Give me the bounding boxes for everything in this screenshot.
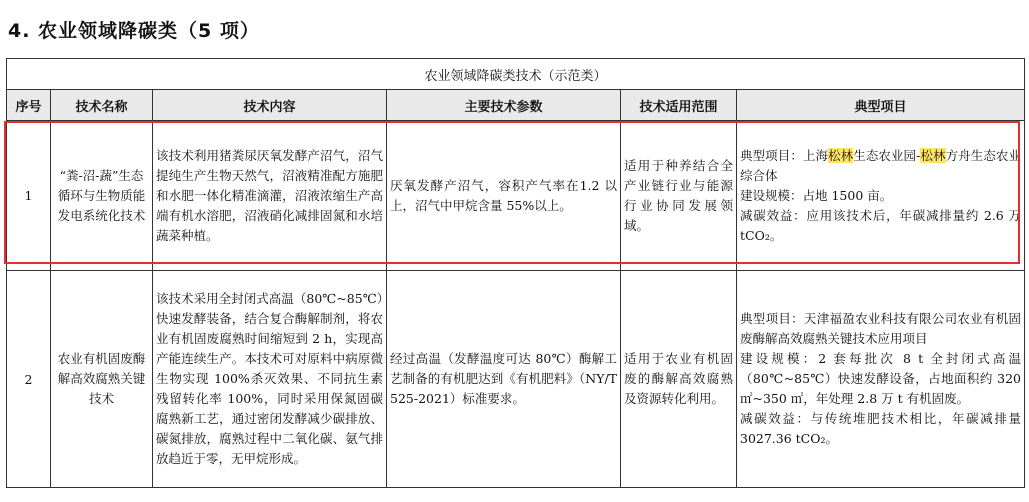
header-project: 典型项目: [737, 90, 1025, 121]
row-seq: 1: [7, 121, 51, 271]
row-typical-project: [737, 271, 1025, 488]
header-seq: 序号: [7, 90, 51, 121]
row-seq: 2: [7, 271, 51, 488]
table-caption: 农业领域降碳类技术（示范类）: [7, 59, 1025, 90]
header-params: 主要技术参数: [387, 90, 621, 121]
row-tech-content: 该技术采用全封闭式高温（80℃~85℃）快速发酵装备，结合复合酶解制剂，将农业有机固废腐熟时间缩短到 2 h，实现高产能连续生产。本技术可对原料中病原微生物实现 100%杀灭效果、不同抗生素残留转化率 100%，同时采用保氮固碳腐熟新工艺，通过密闭发酵减少碳排放、碳氮排放，腐熟过程中二氧化碳、氨气排放趋近于零，无甲烷形成。: [153, 271, 387, 488]
search-highlight: 松林: [920, 147, 946, 163]
header-name: 技术名称: [51, 90, 153, 121]
technology-table: [6, 58, 1025, 488]
row-tech-params: 经过高温（发酵温度可达 80℃）酶解工艺制备的有机肥达到《有机肥料》（NY/T 525-2021）标准要求。: [387, 271, 621, 488]
project-scale: 建设规模：占地 1500 亩。: [740, 187, 893, 203]
project-line: 典型项目：上海松林生态农业园-松林方舟生态农业综合体: [740, 147, 1022, 183]
project-scale: 建设规模：2 套每批次 8 t 全封闭式高温（80℃~85℃）快速发酵设备，占地面积约 320 ㎡~350 ㎡，年处理 2.8 万 t 有机固废。: [740, 351, 1022, 406]
project-effect: 减碳效益：应用该技术后，年碳减排量约 2.6 万 tCO₂。: [740, 207, 1022, 243]
table-row: [7, 271, 1025, 488]
table-row: [7, 121, 1025, 271]
row-tech-scope: 适用于农业有机固废的酶解高效腐熟及资源转化利用。: [621, 271, 737, 488]
row-tech-scope: 适用于种养结合全产业链行业与能源行业协同发展领域。: [621, 121, 737, 271]
row-tech-name: “粪-沼-蔬”生态循环与生物质能发电系统化技术: [51, 121, 153, 271]
header-content: 技术内容: [153, 90, 387, 121]
project-effect: 减碳效益：与传统堆肥技术相比，年碳减排量 3027.36 tCO₂。: [740, 411, 1022, 446]
row-tech-params: 厌氧发酵产沼气，容积产气率在1.2 以上，沼气中甲烷含量 55%以上。: [387, 121, 621, 271]
row-tech-content: 该技术利用猪粪尿厌氧发酵产沼气，沼气提纯生产生物天然气，沼液精准配方施肥和水肥一体化精准滴灌，沼液浓缩生产高端有机水溶肥，沼液硝化减排固氮和水培蔬菜种植。: [153, 121, 387, 271]
row-typical-project: [737, 121, 1025, 271]
search-highlight: 松林: [828, 147, 854, 163]
section-heading: 4. 农业领域降碳类（5 项）: [8, 20, 260, 42]
row-tech-name: 农业有机固废酶解高效腐熟关键技术: [51, 271, 153, 488]
header-scope: 技术适用范围: [621, 90, 737, 121]
project-line: 典型项目：天津福盈农业科技有限公司农业有机固废酶解高效腐熟关键技术应用项目: [740, 311, 1022, 346]
